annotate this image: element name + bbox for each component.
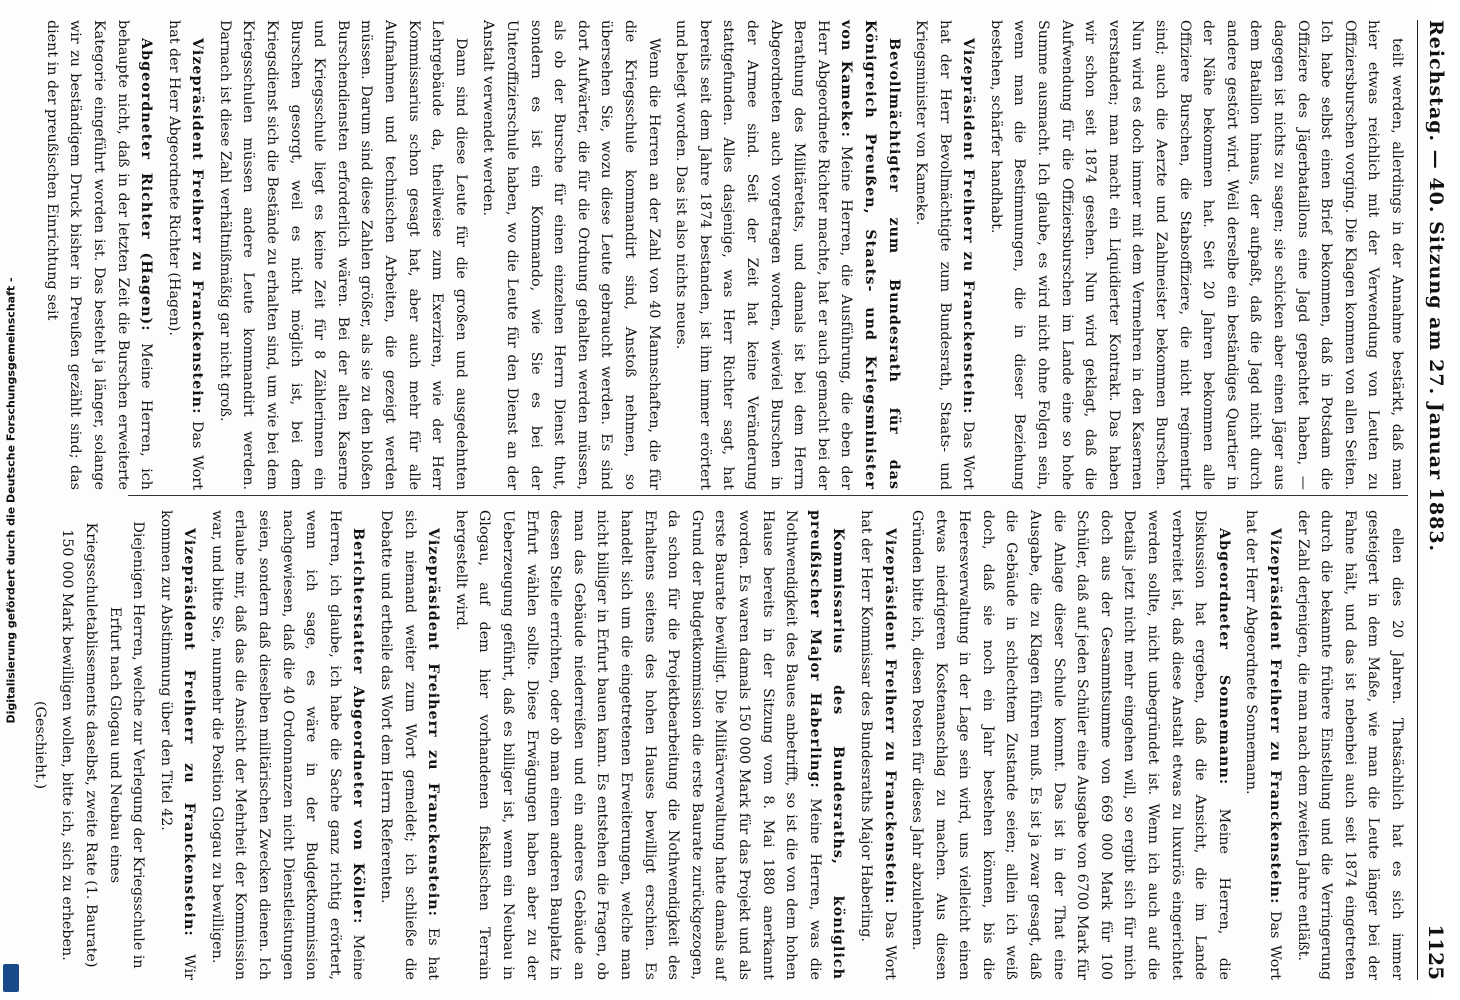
dfg-logo-icon [3, 964, 19, 992]
rotated-page-content [31, 0, 1460, 1000]
speech-paragraph: Abgeordneter Richter (Hagen): Meine Herren, ich behaupte nicht, daß in der letzten Zeit die Burschen erweiterte Kategorie eingeführt worden ist. Das besteht ja länger, solange wir zu beständigem Druck bisher in Preußen gezählt sind; das dient in der preußischen Einrichtung seit [43, 20, 155, 491]
digitization-footer [0, 0, 22, 1000]
digitization-note: Digitalisierung gefördert durch die Deutsche Forschungsgemeinschaft - [4, 276, 18, 724]
speech-paragraph: Bevollmächtigter zum Bundesrath für das Königreich Preußen, Staats- und Kriegsminister von Kameke: Meine Herren, die Ausführung, die eben der Herr Abgeordnete Richter machte, hat er auch gemacht bei der Berathung des Militäretats, und damals ist bei dem Herrn Abgeordneten auch vorgetragen worden, wieviel Burschen in der Armee sind. Seit der Zeit hat keine Veränderung stattgefunden. Alles dasjenige, was Herr Richter sagt, hat bereits seit dem Jahre 1874 bestanden, ist ihm immer erörtert und belegt worden. Das ist also nichts neues. [673, 20, 902, 490]
speech-paragraph: Vizepräsident Freiherr zu Franckenstein: Das Wort hat der Herr Kommissar des Bundesraths Major Haberling. [857, 510, 898, 980]
speech-paragraph: Vizepräsident Freiherr zu Franckenstein: Das Wort hat der Herr Abgeordnete Richter (Hagen). [165, 20, 206, 490]
speaker-name: Bevollmächtigter zum Bundesrath für das Königreich Preußen, Staats- und Kriegsminister von Kameke: [838, 20, 902, 490]
speaker-name: Vizepräsident Freiherr zu Franckenstein: [425, 528, 442, 917]
text-paragraph: ellen dies 20 Jahren. Thatsächlich hat es sich immer gesteigert in dem Maße, wie man die Leute länger bei der Fahne hält, und das ist nebenbei auch seit 1874 eingetreten durch die bekannte frühere Einstellung und die Verringerung der Zahl derjenigen, die man nach dem zweiten Jahre entläßt. [1294, 510, 1405, 980]
speech-paragraph: Abgeordneter Sonnemann: Meine Herren, die Diskussion hat ergeben, daß die Ansicht, die im Lande verbreitet ist, daß diese Anstalt etwas zu luxuriös eingerichtet werden sollte, nicht unbegründet ist. Wenn ich auch auf die Details jetzt nicht mehr eingehen will, so ergibt sich für mich doch aus der Gesammtsumme von 669 000 Mark für 100 Schüler, daß auf jeden Schüler eine Ausgabe von 6700 Mark für die Anlage dieser Schule kommt. Das ist in der That eine Ausgabe, die zu Klagen führen muß. Es ist ja zwar gesagt, daß die Gebäude in schlechtem Zustande seien; allein ich weiß doch, daß sie noch ein Jahr bestehen können, bis die Heeresverwaltung in der Lage sein wird, uns vielleicht einen etwas niedrigeren Kostenanschlag zu machen. Aus diesen Gründen bitte ich, diesen Posten für dieses Jahr abzulehnen. [909, 510, 1232, 980]
speech-paragraph: Vizepräsident Freiherr zu Franckenstein: Das Wort hat der Herr Bevollmächtigte zum Bundesrath, Staats- und Kriegsminister von Kameke. [913, 20, 977, 490]
page-number: 1125 [1424, 924, 1448, 980]
speech-paragraph: Vizepräsident Freiherr zu Franckenstein: Das Wort hat der Herr Abgeordnete Sonnemann. [1243, 510, 1284, 980]
text-paragraph: (Geschieht.) [31, 700, 48, 790]
speech-paragraph: Kommissarius des Bundesraths, königlich preußischer Major Haberling: Meine Herren, was die Nothwendigkeit des Baues anbetrifft, so ist die von dem hohen Hause bereits in der Sitzung vom 8. Mai 1880 anerkannt worden. Es waren damals 150 000 Mark für das Projekt und als erste Baurate bewilligt. Die Militärverwaltung hatte damals auf Grund der Budgetkommission die erste Baurate zurückgezogen, da schon für die Projektbearbeitung die Nothwendigkeit des Erhaltens seitens des hohen Hauses bewilligt erschien. Es handelt sich um die eingetretenen Erweiterungen, welche man nicht billiger in Erfurt bauen kann. Es entstehen die Fragen, ob man das Gebäude niederreißen und ein anderes Gebäude an dessen Stelle errichten, oder ob man einen anderen Bauplatz in Erfurt wählen sollte. Diese Erwägungen haben aber zu der Ueberzeugung geführt, daß es billiger ist, wenn ein Neubau in Glogau, auf dem hier vorhandenen fiskalischen Terrain hergestellt wird. [452, 510, 847, 980]
speaker-name: Vizepräsident Freiherr zu Franckenstein: [960, 38, 977, 415]
text-paragraph: teilt werden, allerdings in der Annahme bestärkt, daß man hier etwas reichlich mit der Verwendung von Leuten zu Offiziersburschen vorging. Die Klagen kommen von allen Seiten. Ich habe selbst einen Brief bekommen, daß in Potsdam die Offiziere des Jägerbataillons eine Jagd gepachtet haben, — dagegen ist nichts zu sagen; sie schicken aber einen Jäger aus dem Bataillon hinaus, der aufpaßt, daß die Jagd nicht durch andere gestört wird. Weil derselbe ein beständiges Quartier in der Nähe bekommen hat. Seit 20 Jahren bekommen alle Offiziere Burschen, die Stabsoffiziere, die nicht regimentirt sind; auch die Aerzte und Zahlmeister bekommen Burschen. Nun wird es doch immer mit dem Vermehren in den Kasernen verstanden; man macht ein Liquidierter Kontrakt. Das haben wir schon seit 1874 gesehen. Nun wird geklagt, daß die Aufwendung für die Offiziersburschen im Lande eine so hohe Summe ausmacht. Ich glaube, es wird nicht ohne Folgen sein, wenn man die Bestimmungen, die in dieser Beziehung bestehen, schärfer handhabt. [987, 20, 1405, 490]
speaker-name: Vizepräsident Freiherr zu Franckenstein: [1267, 528, 1284, 905]
left-column [43, 20, 1408, 491]
speaker-name: Berichterstatter Abgeordneter von Köller: [350, 528, 367, 925]
speaker-name: Kommissarius des Bundesraths, königlich preußischer Major Haberling: [806, 510, 847, 980]
header-title: Reichstag. — 40. Sitzung am 27. Januar 1883. [1425, 20, 1447, 553]
text-paragraph: Wenn die Herren an der Zahl von 40 Mannschaften, die für die Kriegsschule kommandirt sind, Anstoß nehmen, so übersehen Sie, wozu diese Leute gebraucht werden. Es sind dort Aufwärter, die für die Ordnung gehalten werden müssen, als ob der Bursche für einen einzelnen Herrn Dienst thut, sondern es ist ein Kommando, wie Sie es bei der Unteroffizierschule haben, wo die Leute für den Dienst an der Anstalt verwendet werden. [480, 20, 662, 490]
right-column [31, 510, 1408, 980]
speaker-name: Vizepräsident Freiherr zu Franckenstein: [881, 528, 898, 905]
speaker-name: Vizepräsident Freiherr zu Franckenstein: [181, 528, 198, 937]
speech-paragraph: Vizepräsident Freiherr zu Franckenstein: Es hat sich niemand weiter zum Wort gemeldet; ich schließe die Debatte und ertheile das Wort dem Herrn Referenten. [378, 510, 442, 980]
speech-paragraph: Vizepräsident Freiherr zu Franckenstein: Wir kommen zur Abstimmung über den Titel 42. [157, 510, 198, 980]
text-paragraph: Diejenigen Herren, welche zur Verlegung der Kriegsschule in Erfurt nach Glogau und Neubau eines Kriegsschuletablissements daselbst, zweite Rate (1. Baurate) 150 000 Mark bewilligen wollen, bitte ich, sich zu erheben. [59, 521, 147, 969]
speech-paragraph: Berichterstatter Abgeordneter von Köller: Meine Herren, ich glaube, ich habe die Sache ganz richtig erörtert, wenn ich sage, es wäre in der Budgetkommission nachgewiesen, daß die 40 Ordonnanzen nicht Dienstleistungen seien, sondern daß dieselben militärischen Zwecken dienen. Ich erlaube mir, daß das die Ansicht der Mehrheit der Kommission war, und bitte Sie, nunmehr die Position Glogau zu bewilligen. [208, 510, 367, 980]
speaker-name: Abgeordneter Sonnemann: [1215, 528, 1232, 786]
speaker-name: Vizepräsident Freiherr zu Franckenstein: [189, 38, 206, 415]
column-divider [128, 495, 1408, 496]
running-header [1417, 20, 1454, 980]
speaker-name: Abgeordneter Richter (Hagen): [138, 38, 155, 332]
text-paragraph: Dann sind diese Leute für die großen und ausgedehnten Lehrgebäude da, theilweise zum Exerziren, wie der Herr Kommissarius schon gesagt hat, aber auch mehr für alle Aufnahmen und technischen Arbeiten, die gezeigt werden müssen. Darum sind diese Zahlen größer, als sie zu den bloßen Burschendiensten erforderlich wären. Bei der alten Kaserne und Kriegsschule liegt es keine Zeit für 8 Zählerinnen ein Burschen gesorgt, weil es nicht möglich ist, bei dem Kriegsdienst sich die Bestände zu erhalten sind, um wie bei dem Kriegsschulen müssen andere Leute kommandirt werden. Darnach ist diese Zahl verhältnißmäßig gar nicht groß. [216, 20, 469, 490]
